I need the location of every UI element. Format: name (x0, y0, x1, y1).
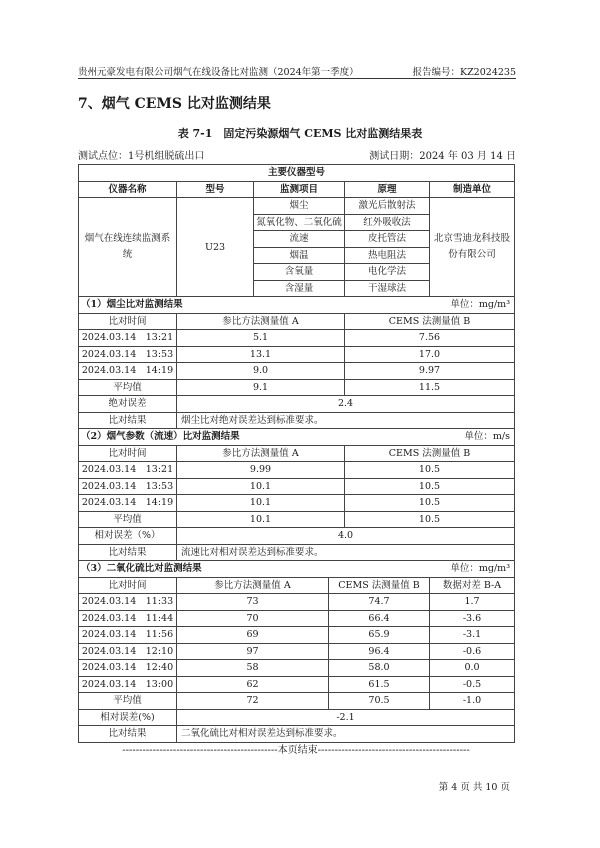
so2-header-row (79, 577, 515, 594)
value-b-cell: 96.4 (329, 643, 430, 660)
average-b: 10.5 (345, 511, 515, 528)
value-b-cell: 7.56 (345, 330, 515, 347)
report-number: 报告编号：KZ2024235 (412, 67, 516, 78)
dust-section-title (79, 297, 515, 314)
monitor-item: 含湿量 (254, 280, 345, 297)
average-a: 9.1 (177, 379, 345, 396)
value-b-cell: 10.5 (345, 495, 515, 512)
time-cell: 2024.03.14 13:00 (79, 676, 177, 693)
header-cell: 比对时间 (79, 445, 177, 462)
instrument-model: U23 (177, 198, 254, 297)
value-b-cell: 74.7 (329, 594, 430, 611)
time-cell: 2024.03.14 13:21 (79, 330, 177, 347)
average-label: 平均值 (79, 379, 177, 396)
test-location: 测试点位：1号机组脱硫出口 (78, 151, 205, 162)
instrument-row (79, 198, 515, 215)
error-value: 4.0 (177, 528, 515, 545)
time-cell: 2024.03.14 13:53 (79, 346, 177, 363)
value-a-cell: 13.1 (177, 346, 345, 363)
flow-data-row (79, 462, 515, 479)
flow-section-title (79, 429, 515, 446)
value-b-cell: 10.5 (345, 478, 515, 495)
error-label: 绝对误差 (79, 396, 177, 413)
so2-data-row (79, 610, 515, 627)
so2-average-row (79, 693, 515, 710)
header-cell: 参比方法测量值 A (177, 313, 345, 330)
header-cell: 仪器名称 (79, 181, 177, 198)
dust-data-row (79, 363, 515, 380)
value-b-cell: 65.9 (329, 627, 430, 644)
so2-data-row (79, 676, 515, 693)
value-a-cell: 5.1 (177, 330, 345, 347)
so2-section-row (79, 561, 515, 578)
flow-error-row (79, 528, 515, 545)
test-date: 测试日期：2024 年 03 月 14 日 (369, 151, 516, 162)
header-cell: 原理 (345, 181, 430, 198)
error-value: 2.4 (177, 396, 515, 413)
dust-data-row (79, 346, 515, 363)
dust-header-row (79, 313, 515, 330)
value-b-cell: 66.4 (329, 610, 430, 627)
instrument-name: 烟气在线连续监测系统 (79, 198, 177, 297)
cems-result-table (78, 164, 515, 743)
dust-average-row (79, 379, 515, 396)
result-value: 二氧化硫比对相对误差达到标准要求。 (177, 726, 515, 743)
header-cell: 制造单位 (430, 181, 515, 198)
so2-data-row (79, 594, 515, 611)
result-label: 比对结果 (79, 726, 177, 743)
so2-section-title (79, 561, 515, 578)
average-b: 11.5 (345, 379, 515, 396)
so2-data-row (79, 627, 515, 644)
instrument-title-row (79, 165, 515, 182)
time-cell: 2024.03.14 13:53 (79, 478, 177, 495)
header-cell: 数据对差 B-A (430, 577, 515, 594)
so2-error-row (79, 709, 515, 726)
result-label: 比对结果 (79, 544, 177, 561)
value-b-cell: 10.5 (345, 462, 515, 479)
result-value: 流速比对相对误差达到标准要求。 (177, 544, 515, 561)
dust-data-row (79, 330, 515, 347)
header-cell: 监测项目 (254, 181, 345, 198)
error-label: 相对误差(%) (79, 709, 177, 726)
value-b-cell: 9.97 (345, 363, 515, 380)
monitor-item: 烟温 (254, 247, 345, 264)
time-cell: 2024.03.14 11:33 (79, 594, 177, 611)
so2-title: （3）二氧化硫比对监测结果 (81, 563, 202, 575)
principle: 热电阻法 (345, 247, 430, 264)
manufacturer: 北京雪迪龙科技股份有限公司 (430, 198, 515, 297)
value-a-cell: 97 (177, 643, 329, 660)
flow-unit: 单位：m/s (464, 431, 510, 442)
value-a-cell: 58 (177, 660, 329, 677)
instrument-title: 主要仪器型号 (79, 165, 515, 182)
time-cell: 2024.03.14 14:19 (79, 363, 177, 380)
so2-data-row (79, 660, 515, 677)
page-header (78, 64, 516, 79)
value-a-cell: 10.1 (177, 478, 345, 495)
value-b-cell: 17.0 (345, 346, 515, 363)
average-b: 70.5 (329, 693, 430, 710)
value-a-cell: 10.1 (177, 495, 345, 512)
page-number: 第 4 页 共 10 页 (438, 782, 510, 793)
value-a-cell: 70 (177, 610, 329, 627)
page-end-marker: ----------------------------------------------本页结束--------------------------------------------- (122, 745, 470, 756)
average-label: 平均值 (79, 511, 177, 528)
so2-data-row (79, 643, 515, 660)
principle: 红外吸收法 (345, 214, 430, 231)
flow-data-row (79, 478, 515, 495)
value-b-cell: 61.5 (329, 676, 430, 693)
flow-result-row (79, 544, 515, 561)
header-cell: 参比方法测量值 A (177, 577, 329, 594)
header-cell: 参比方法测量值 A (177, 445, 345, 462)
dust-error-row (79, 396, 515, 413)
monitor-item: 烟尘 (254, 198, 345, 215)
principle: 干湿球法 (345, 280, 430, 297)
value-a-cell: 73 (177, 594, 329, 611)
so2-result-row (79, 726, 515, 743)
value-a-cell: 69 (177, 627, 329, 644)
error-value: -2.1 (177, 709, 515, 726)
instrument-header-row (79, 181, 515, 198)
time-cell: 2024.03.14 11:56 (79, 627, 177, 644)
error-label: 相对误差（%） (79, 528, 177, 545)
diff-cell: -0.6 (430, 643, 515, 660)
result-value: 烟尘比对绝对误差达到标准要求。 (177, 412, 515, 429)
table-title: 表 7-1 固定污染源烟气 CEMS 比对监测结果表 (177, 127, 423, 140)
average-diff: -1.0 (430, 693, 515, 710)
result-label: 比对结果 (79, 412, 177, 429)
time-cell: 2024.03.14 13:21 (79, 462, 177, 479)
time-cell: 2024.03.14 12:10 (79, 643, 177, 660)
so2-unit: 单位：mg/m³ (450, 563, 510, 574)
value-a-cell: 9.0 (177, 363, 345, 380)
header-cell: CEMS 法测量值 B (345, 313, 515, 330)
value-b-cell: 58.0 (329, 660, 430, 677)
flow-average-row (79, 511, 515, 528)
monitor-item: 氮氧化物、二氧化硫 (254, 214, 345, 231)
diff-cell: -3.6 (430, 610, 515, 627)
monitor-item: 含氧量 (254, 264, 345, 281)
diff-cell: 0.0 (430, 660, 515, 677)
flow-data-row (79, 495, 515, 512)
header-title: 贵州元豪发电有限公司烟气在线设备比对监测（2024年第一季度） (78, 67, 359, 78)
principle: 皮托管法 (345, 231, 430, 248)
dust-section-row (79, 297, 515, 314)
diff-cell: 1.7 (430, 594, 515, 611)
diff-cell: -3.1 (430, 627, 515, 644)
header-cell: 型号 (177, 181, 254, 198)
time-cell: 2024.03.14 12:40 (79, 660, 177, 677)
section-title: 7、烟气 CEMS 比对监测结果 (78, 96, 271, 112)
header-cell: CEMS 法测量值 B (329, 577, 430, 594)
header-cell: 比对时间 (79, 313, 177, 330)
flow-title: （2）烟气参数（流速）比对监测结果 (81, 431, 240, 443)
diff-cell: -0.5 (430, 676, 515, 693)
dust-title: （1）烟尘比对监测结果 (81, 299, 183, 311)
time-cell: 2024.03.14 14:19 (79, 495, 177, 512)
value-a-cell: 62 (177, 676, 329, 693)
time-cell: 2024.03.14 11:44 (79, 610, 177, 627)
monitor-item: 流速 (254, 231, 345, 248)
principle: 电化学法 (345, 264, 430, 281)
average-label: 平均值 (79, 693, 177, 710)
average-a: 72 (177, 693, 329, 710)
header-cell: CEMS 法测量值 B (345, 445, 515, 462)
average-a: 10.1 (177, 511, 345, 528)
flow-section-row (79, 429, 515, 446)
principle: 激光后散射法 (345, 198, 430, 215)
header-cell: 比对时间 (79, 577, 177, 594)
flow-header-row (79, 445, 515, 462)
dust-result-row (79, 412, 515, 429)
dust-unit: 单位：mg/m³ (450, 299, 510, 310)
value-a-cell: 9.99 (177, 462, 345, 479)
